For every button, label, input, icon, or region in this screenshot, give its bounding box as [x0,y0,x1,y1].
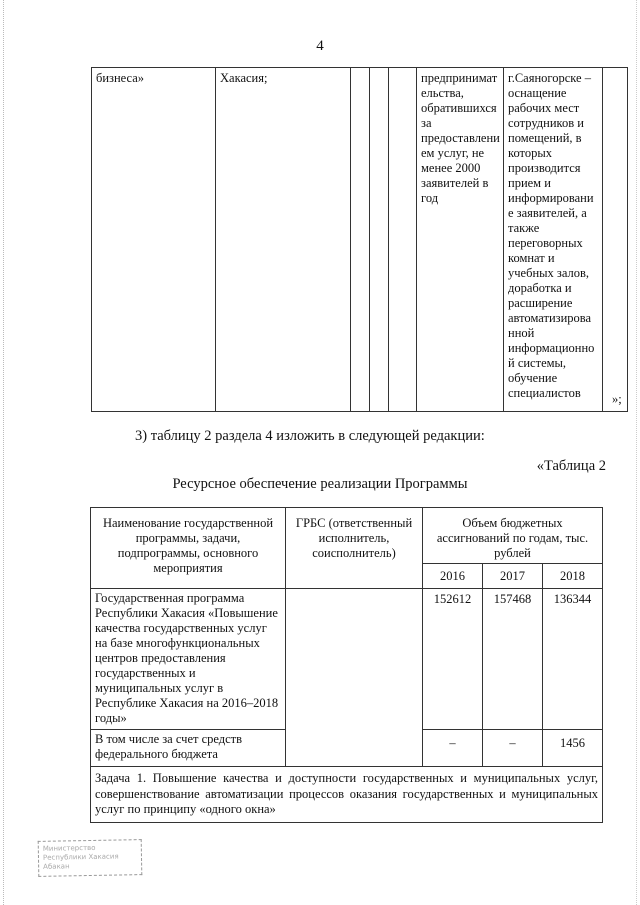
stamp-line: Абакан [43,862,70,871]
table-cell [603,68,628,412]
header-name: Наименование государственной программы, задачи, подпрограммы, основного мероприятия [91,508,286,589]
table-row [91,589,603,730]
stamp-line: Министерство [42,843,96,853]
resource-table [90,507,603,823]
table-cell: г.Саяногорске – оснащение рабочих мест сотрудников и помещений, в которых производится прием и информировани е заявителей, а также переговорных комнат и учебных залов, доработка и расширение автоматизирова нной информационно й системы, обучение специалистов [504,68,603,412]
value-cell: 1456 [543,730,603,767]
value-cell: – [423,730,483,767]
value-cell: 157468 [483,589,543,730]
year-header: 2018 [543,564,603,589]
table-cell: предпринимат ельства, обратившихся за предоставлени ем услуг, не менее 2000 заявителей в год [417,68,504,412]
value-cell: 136344 [543,589,603,730]
grbs-cell [286,589,423,767]
instruction-paragraph: 3) таблицу 2 раздела 4 изложить в следующей редакции: [135,428,485,444]
table-row [92,68,628,412]
header-grbs: ГРБС (ответственный исполнитель, соисполнитель) [286,508,423,589]
task-row: Задача 1. Повышение качества и доступности государственных и муниципальных услуг, совершенствование автоматизации процессов оказания государственных и муниципальных услуг по принципу «одного окна» [91,767,603,823]
year-header: 2016 [423,564,483,589]
table-cell [389,68,417,412]
right-margin-dots [636,0,637,905]
table1-continuation [91,67,628,412]
page-number: 4 [316,38,324,54]
closing-quote: »; [612,392,622,406]
table-cell: бизнеса» [92,68,216,412]
table-cell [351,68,370,412]
stamp [38,839,143,877]
table-header-row [91,508,603,564]
table-cell: Хакасия; [216,68,351,412]
table-row [91,767,603,823]
year-header: 2017 [483,564,543,589]
table-cell [370,68,389,412]
row-name: В том числе за счет средств федерального бюджета [91,730,286,767]
stamp-line: Республики Хакасия [42,852,119,862]
left-margin-dots [3,0,4,905]
header-budget: Объем бюджетных ассигнований по годам, тыс. рублей [423,508,603,564]
value-cell: 152612 [423,589,483,730]
value-cell: – [483,730,543,767]
table-caption: «Таблица 2 [536,458,606,474]
row-name: Государственная программа Республики Хакасия «Повышение качества государственных услуг на базе многофункциональных центров предоставления государственных и муниципальных услуг в Республике Хакасия на 2016–2018 годы» [91,589,286,730]
table-title: Ресурсное обеспечение реализации Программы [172,476,468,492]
